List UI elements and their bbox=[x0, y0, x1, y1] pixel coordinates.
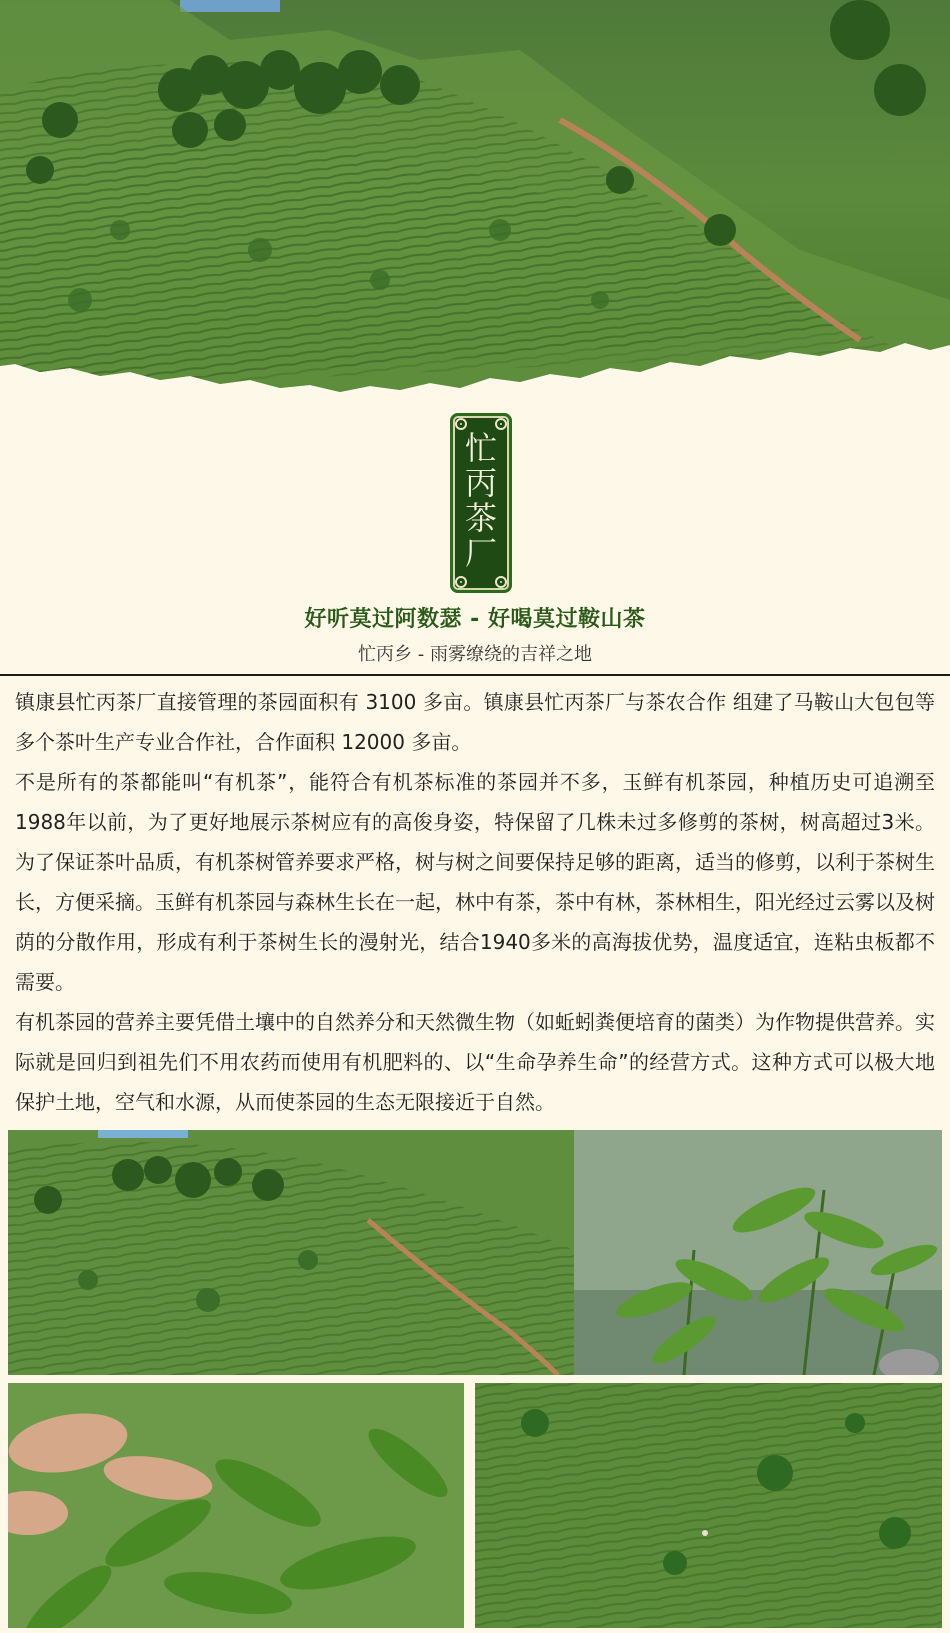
article-paragraph: 不是所有的茶都能叫“有机茶”，能符合有机茶标准的茶园并不多，玉鲜有机茶园，种植历史可追溯至1988年以前，为了更好地展示茶树应有的高俊身姿，特保留了几株未过多修剪的茶树，树高超过3米。为了保证茶叶品质，有机茶树管养要求严格，树与树之间要保持足够的距离，适当的修剪，以利于茶树生长，方便采摘。玉鲜有机茶园与森林生长在一起，林中有茶，茶中有林，茶林相生，阳光经过云雾以及树荫的分散作用，形成有利于茶树生长的漫射光，结合1940多米的高海拔优势，温度适宜，连粘虫板都不需要。 bbox=[15, 770, 935, 994]
subslogan: 忙丙乡 - 雨雾缭绕的吉祥之地 bbox=[358, 644, 592, 665]
photo-tea-terraces bbox=[475, 1383, 942, 1628]
ornament-icon bbox=[455, 576, 467, 588]
brand-seal bbox=[450, 413, 512, 593]
brand-char: 丙 bbox=[464, 464, 497, 502]
photo-tea-hillside bbox=[8, 1130, 574, 1375]
article-paragraph: 镇康县忙丙茶厂直接管理的茶园面积有 3100 多亩。镇康县忙丙茶厂与茶农合作 组建了马鞍山大包包等多个茶叶生产专业合作社，合作面积 12000 多亩。 bbox=[15, 690, 935, 754]
ornament-icon bbox=[495, 576, 507, 588]
hero-mountain-photo bbox=[0, 0, 950, 392]
brand-char: 厂 bbox=[464, 534, 497, 572]
article-paragraph: 有机茶园的营养主要凭借土壤中的自然养分和天然微生物（如蚯蚓粪便培育的菌类）为作物提供营养。实际就是回归到祖先们不用农药而使用有机肥料的、以“生命孕养生命”的经营方式。这种方式可以极大地保护土地，空气和水源，从而使茶园的生态无限接近于自然。 bbox=[15, 1010, 935, 1114]
divider bbox=[0, 674, 950, 676]
photo-tea-leaves bbox=[574, 1130, 942, 1375]
brand-char: 茶 bbox=[464, 499, 497, 537]
brand-name bbox=[450, 431, 512, 571]
photo-tea-picking bbox=[8, 1383, 464, 1628]
slogan: 好听莫过阿数瑟 - 好喝莫过鞍山茶 bbox=[304, 607, 646, 632]
article-body bbox=[15, 682, 935, 1122]
brand-char: 忙 bbox=[464, 429, 497, 467]
